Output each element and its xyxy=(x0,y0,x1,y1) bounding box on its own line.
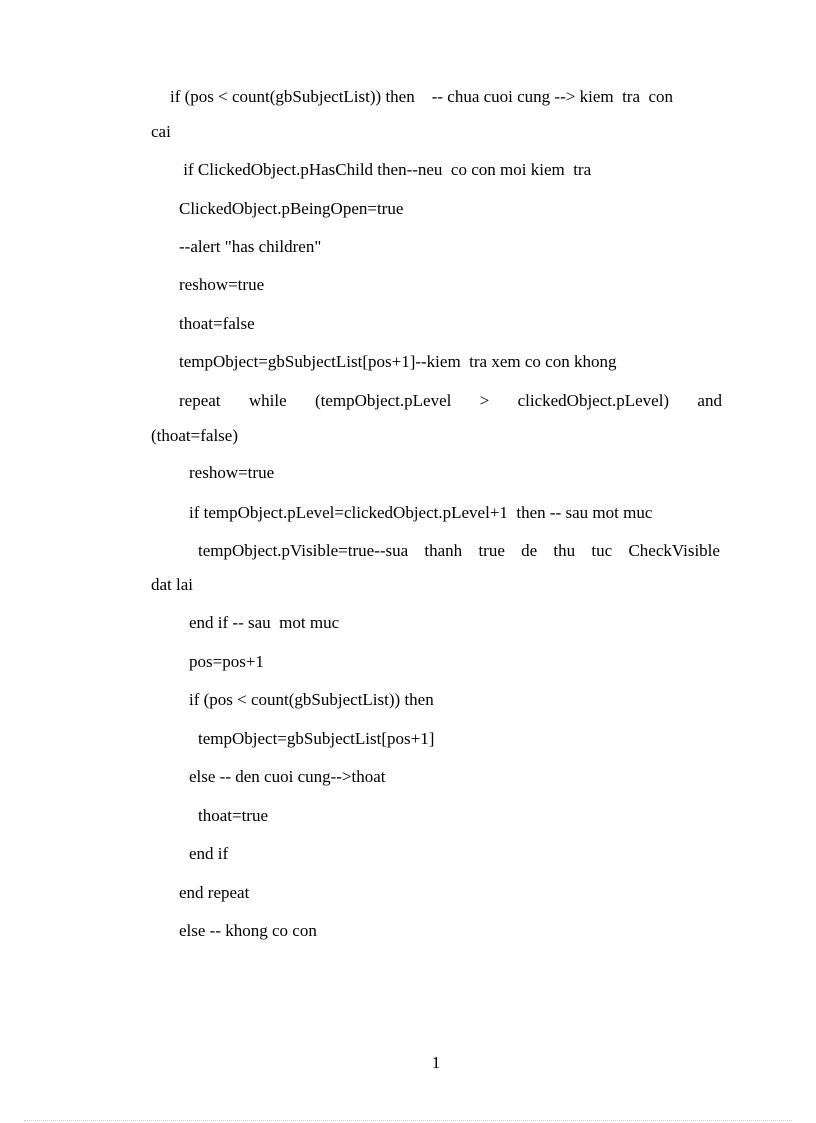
code-line-23: else -- khong co con xyxy=(179,921,317,940)
code-line-15: end if -- sau mot muc xyxy=(189,613,340,632)
code-word: and xyxy=(697,391,722,410)
page-bottom-divider xyxy=(24,1120,792,1121)
code-word: repeat xyxy=(179,391,221,410)
code-line-12: if tempObject.pLevel=clickedObject.pLevel+1 then -- sau mot muc xyxy=(189,503,653,522)
code-line-2: cai xyxy=(151,122,171,141)
code-word: tempObject.pVisible=true--sua xyxy=(198,541,409,560)
code-line-17: if (pos < count(gbSubjectList)) then xyxy=(189,690,434,709)
code-line-4: ClickedObject.pBeingOpen=true xyxy=(179,199,404,218)
code-line-13 xyxy=(198,541,720,561)
code-word: thu xyxy=(553,541,576,560)
code-word: thanh xyxy=(424,541,463,560)
code-line-20: thoat=true xyxy=(198,806,269,825)
code-line-18: tempObject=gbSubjectList[pos+1] xyxy=(198,729,435,748)
code-line-1: if (pos < count(gbSubjectList)) then -- chua cuoi cung --> kiem tra con xyxy=(170,87,674,106)
code-line-7: thoat=false xyxy=(179,314,255,333)
code-word: tuc xyxy=(591,541,613,560)
code-line-19: else -- den cuoi cung-->thoat xyxy=(189,767,386,786)
code-word: > xyxy=(479,391,490,410)
code-line-6: reshow=true xyxy=(179,275,265,294)
code-line-8: tempObject=gbSubjectList[pos+1]--kiem tra xem co con khong xyxy=(179,352,617,371)
code-word: true xyxy=(478,541,505,560)
code-line-3: if ClickedObject.pHasChild then--neu co con moi kiem tra xyxy=(179,160,592,179)
code-line-21: end if xyxy=(189,844,229,863)
code-word: (tempObject.pLevel xyxy=(314,391,452,410)
code-line-9 xyxy=(179,391,722,411)
code-line-22: end repeat xyxy=(179,883,250,902)
code-word: de xyxy=(521,541,538,560)
code-line-10: (thoat=false) xyxy=(151,426,238,445)
code-word: CheckVisible xyxy=(628,541,720,560)
code-line-16: pos=pos+1 xyxy=(189,652,264,671)
code-word: clickedObject.pLevel) xyxy=(517,391,670,410)
page-number: 1 xyxy=(431,1053,441,1072)
code-word: while xyxy=(248,391,287,410)
code-line-11: reshow=true xyxy=(189,463,275,482)
code-line-14: dat lai xyxy=(151,575,194,594)
code-line-5: --alert "has children" xyxy=(179,237,322,256)
